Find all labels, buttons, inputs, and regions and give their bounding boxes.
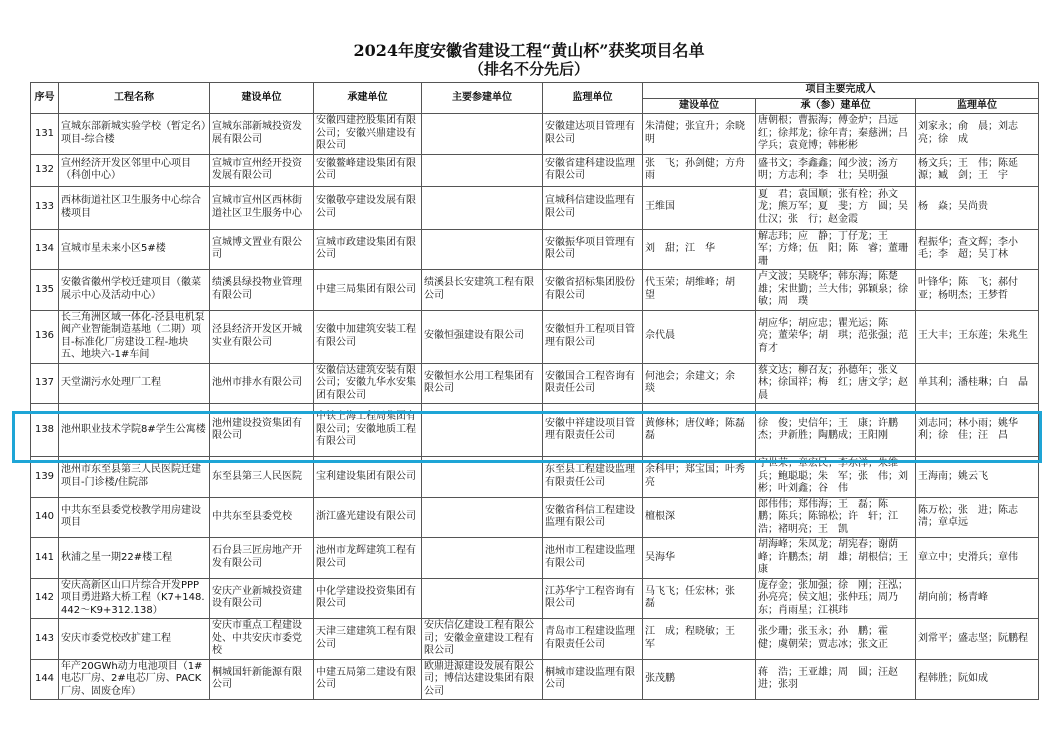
people-supervisor: 单其利；潘桂琳；白 晶 bbox=[916, 363, 1039, 404]
people-contractor: 郎伟伟；郑伟海；王 磊；陈 鹏；陈兵；陈锦松；许 轩；江 浩；褚明亮；王 凯 bbox=[756, 497, 916, 538]
people-supervisor: 杨 焱；吴尚贵 bbox=[916, 186, 1039, 229]
project-name: 宣城市星未来小区5#楼 bbox=[59, 229, 210, 270]
contractor-unit: 中铁上海工程局集团有限公司；安徽地质工程有限公司 bbox=[314, 404, 422, 457]
project-name: 安庆高新区山口片综合开发PPP项目勇进路大桥工程（K7+148.442～K9+312.138） bbox=[59, 578, 210, 619]
people-owner: 张茂鹏 bbox=[643, 659, 756, 700]
contractor-unit: 安徽信达建筑安装有限公司；安徽九华水安集团有限公司 bbox=[314, 363, 422, 404]
project-name: 宣城东部新城实验学校（暂定名）项目-综合楼 bbox=[59, 114, 210, 155]
table-row bbox=[31, 186, 1039, 229]
people-supervisor: 章立中；史滑兵；章伟 bbox=[916, 538, 1039, 579]
people-owner: 黄修林；唐仪峰；陈磊磊 bbox=[643, 404, 756, 457]
supervisor-unit: 安徽省科信工程建设监理有限公司 bbox=[543, 497, 643, 538]
people-supervisor: 王海南；姚云飞 bbox=[916, 457, 1039, 498]
header-owner: 建设单位 bbox=[210, 83, 314, 114]
owner-unit: 泾县经济开发区开城实业有限公司 bbox=[210, 310, 314, 363]
people-owner: 何池会；余建文；余 琰 bbox=[643, 363, 756, 404]
supervisor-unit: 江苏华宁工程咨询有限公司 bbox=[543, 578, 643, 619]
people-contractor: 胡海峰；朱凤龙；胡宪春；谢荫峰；许鹏杰；胡 雄；胡根信；王 康 bbox=[756, 538, 916, 579]
supervisor-unit: 桐城市建设监理有限公司 bbox=[543, 659, 643, 700]
contractor-unit: 安徽四建控股集团有限公司；安徽兴鼎建设有限公司 bbox=[314, 114, 422, 155]
row-index: 137 bbox=[31, 363, 59, 404]
document-subtitle: （排名不分先后） bbox=[468, 60, 589, 78]
people-owner: 刘 甜；江 华 bbox=[643, 229, 756, 270]
participant-unit: 欧鼎进源建设发展有限公司；博信达建设集团有限公司 bbox=[422, 659, 543, 700]
participant-unit bbox=[422, 578, 543, 619]
row-index: 136 bbox=[31, 310, 59, 363]
participant-unit: 安徽恒强建设有限公司 bbox=[422, 310, 543, 363]
project-name: 安庆市委党校改扩建工程 bbox=[59, 619, 210, 660]
header-index: 序号 bbox=[31, 83, 59, 114]
header-project: 工程名称 bbox=[59, 83, 210, 114]
participant-unit bbox=[422, 186, 543, 229]
people-contractor: 胡应华；胡应忠；瞿光运；陈 亮；董荣华；胡 琪；范张强；范育才 bbox=[756, 310, 916, 363]
owner-unit: 池州市排水有限公司 bbox=[210, 363, 314, 404]
people-owner: 余科甲；郑宝国；叶秀亮 bbox=[643, 457, 756, 498]
people-supervisor: 杨文兵；王 伟；陈延源；臧 剑；王 宇 bbox=[916, 154, 1039, 186]
supervisor-unit: 池州市工程建设监理有限公司 bbox=[543, 538, 643, 579]
project-name: 天堂湖污水处理厂工程 bbox=[59, 363, 210, 404]
people-owner: 马飞飞；任宏林；张 磊 bbox=[643, 578, 756, 619]
people-contractor: 唐朝根；曹振海；傅金炉；吕远红；徐邦龙；徐年青；秦慈洲；吕学兵；袁竟博；韩彬彬 bbox=[756, 114, 916, 155]
contractor-unit: 宣城市政建设集团有限公司 bbox=[314, 229, 422, 270]
row-index: 143 bbox=[31, 619, 59, 660]
project-name: 池州职业技术学院8#学生公寓楼 bbox=[59, 404, 210, 457]
table-row bbox=[31, 229, 1039, 270]
contractor-unit: 池州市龙辉建筑工程有限公司 bbox=[314, 538, 422, 579]
owner-unit: 宣城市宣州经开投资发展有限公司 bbox=[210, 154, 314, 186]
participant-unit: 安庆信亿建设工程有限公司；安徽金童建设工程有限公司 bbox=[422, 619, 543, 660]
project-name: 中共东至县委党校教学用房建设项目 bbox=[59, 497, 210, 538]
table-row bbox=[31, 619, 1039, 660]
contractor-unit: 中建五局第二建设有限公司 bbox=[314, 659, 422, 700]
people-supervisor: 刘常平；盛志坚；阮鹏程 bbox=[916, 619, 1039, 660]
contractor-unit: 安徽敬亭建设发展有限公司 bbox=[314, 186, 422, 229]
row-index: 135 bbox=[31, 270, 59, 311]
table-row bbox=[31, 270, 1039, 311]
people-owner: 张 飞；孙剑健；方舟雨 bbox=[643, 154, 756, 186]
header-people-contractor: 承（参）建单位 bbox=[756, 98, 916, 114]
contractor-unit: 中化学建设投资集团有限公司 bbox=[314, 578, 422, 619]
row-index: 144 bbox=[31, 659, 59, 700]
contractor-unit: 浙江盛光建设有限公司 bbox=[314, 497, 422, 538]
participant-unit: 绩溪县长安建筑工程有限公司 bbox=[422, 270, 543, 311]
project-name: 秋浦之星一期22#楼工程 bbox=[59, 538, 210, 579]
contractor-unit: 安徽鳌峰建设集团有限公司 bbox=[314, 154, 422, 186]
supervisor-unit: 青岛市工程建设监理有限责任公司 bbox=[543, 619, 643, 660]
table-row bbox=[31, 154, 1039, 186]
people-owner: 佘代晨 bbox=[643, 310, 756, 363]
supervisor-unit: 安徽建达项目管理有限公司 bbox=[543, 114, 643, 155]
row-index: 141 bbox=[31, 538, 59, 579]
project-name: 宣州经济开发区邻里中心项目（科创中心） bbox=[59, 154, 210, 186]
participant-unit: 安徽恒水公用工程集团有限公司 bbox=[422, 363, 543, 404]
owner-unit: 安庆市重点工程建设处、中共安庆市委党校 bbox=[210, 619, 314, 660]
owner-unit: 宣城市宣州区西林街道社区卫生服务中心 bbox=[210, 186, 314, 229]
document-title: 2024年度安徽省建设工程“黄山杯”获奖项目名单 bbox=[353, 41, 705, 60]
award-table bbox=[30, 82, 1039, 700]
header-people-owner: 建设单位 bbox=[643, 98, 756, 114]
table-row bbox=[31, 404, 1039, 457]
people-owner: 檀根深 bbox=[643, 497, 756, 538]
people-supervisor: 陈万松；张 进；陈志清；章卓远 bbox=[916, 497, 1039, 538]
owner-unit: 安庆产业新城投资建设有限公司 bbox=[210, 578, 314, 619]
project-name: 安徽省徽州学校迁建项目（徽菜展示中心及活动中心） bbox=[59, 270, 210, 311]
people-supervisor: 王大丰；王东莲；朱兆生 bbox=[916, 310, 1039, 363]
header-supervisor: 监理单位 bbox=[543, 83, 643, 114]
table-row bbox=[31, 538, 1039, 579]
project-name: 西林街道社区卫生服务中心综合楼项目 bbox=[59, 186, 210, 229]
people-contractor: 卢文波；吴晓华；韩东海；陈楚雄；宋世勤；兰大伟；郭颖泉；徐敏；周 璞 bbox=[756, 270, 916, 311]
owner-unit: 宣城博文置业有限公司 bbox=[210, 229, 314, 270]
row-index: 142 bbox=[31, 578, 59, 619]
participant-unit bbox=[422, 457, 543, 498]
participant-unit bbox=[422, 538, 543, 579]
people-supervisor: 程振华；查文辉；李小毛；李 超；吴丁林 bbox=[916, 229, 1039, 270]
people-owner: 朱清健；张宜升；余晓明 bbox=[643, 114, 756, 155]
row-index: 132 bbox=[31, 154, 59, 186]
contractor-unit: 安徽中加建筑安装工程有限公司 bbox=[314, 310, 422, 363]
people-contractor: 蔡文达；柳召友；孙德年；张义林；徐国祥；梅 红；唐文学；赵 晨 bbox=[756, 363, 916, 404]
contractor-unit: 宝利建设集团有限公司 bbox=[314, 457, 422, 498]
contractor-unit: 天津三建建筑工程有限公司 bbox=[314, 619, 422, 660]
row-index: 134 bbox=[31, 229, 59, 270]
participant-unit bbox=[422, 114, 543, 155]
header-people-supervisor: 监理单位 bbox=[916, 98, 1039, 114]
people-contractor: 盛书文；李鑫鑫；闻少波；汤方明；方志利；李 壮；吴明强 bbox=[756, 154, 916, 186]
supervisor-unit: 安徽中祥建设项目管理有限责任公司 bbox=[543, 404, 643, 457]
table-row bbox=[31, 578, 1039, 619]
owner-unit: 池州建设投资集团有限公司 bbox=[210, 404, 314, 457]
people-contractor: 宇世荣；章宏民；李东洋；朱维兵；鲍聪聪；朱 军；张 伟；刘 彬；叶刘鑫；谷 伟 bbox=[756, 457, 916, 498]
people-contractor: 蒋 浩；王亚雄；周 圆；汪赵进；张羽 bbox=[756, 659, 916, 700]
supervisor-unit: 安徽恒升工程项目管理有限公司 bbox=[543, 310, 643, 363]
people-contractor: 解志玮；应 静；丁仔龙；王 军；方烽；伍 阳；陈 睿；董珊珊 bbox=[756, 229, 916, 270]
project-name: 长三角洲区域一体化-泾县电机泵阀产业智能制造基地（二期）项目-标准化厂房建设工程-地块五、地块六-1#车间 bbox=[59, 310, 210, 363]
people-supervisor: 胡向前；杨青峰 bbox=[916, 578, 1039, 619]
row-index: 140 bbox=[31, 497, 59, 538]
table-row bbox=[31, 457, 1039, 498]
table-row bbox=[31, 310, 1039, 363]
people-contractor: 庞存金；张加强；徐 刚；汪泓；孙亮亮；侯文旭；张仲珏；周乃东；肖雨星；江祺玮 bbox=[756, 578, 916, 619]
table-row bbox=[31, 497, 1039, 538]
people-supervisor: 程韩胜；阮如成 bbox=[916, 659, 1039, 700]
people-supervisor: 叶锋华；陈 飞；郝付亚；杨明杰；王梦哲 bbox=[916, 270, 1039, 311]
participant-unit bbox=[422, 404, 543, 457]
supervisor-unit: 安徽省招标集团股份有限公司 bbox=[543, 270, 643, 311]
header-contractor: 承建单位 bbox=[314, 83, 422, 114]
row-index: 138 bbox=[31, 404, 59, 457]
people-owner: 吴海华 bbox=[643, 538, 756, 579]
people-owner: 代玉荣；胡维峰；胡 望 bbox=[643, 270, 756, 311]
supervisor-unit: 安徽省建科建设监理有限公司 bbox=[543, 154, 643, 186]
row-index: 139 bbox=[31, 457, 59, 498]
people-owner: 王维国 bbox=[643, 186, 756, 229]
owner-unit: 桐城国轩新能源有限公司 bbox=[210, 659, 314, 700]
project-name: 池州市东至县第三人民医院迁建项目-门诊楼/住院部 bbox=[59, 457, 210, 498]
owner-unit: 宣城东部新城投资发展有限公司 bbox=[210, 114, 314, 155]
header-participant: 主要参建单位 bbox=[422, 83, 543, 114]
people-supervisor: 刘家永；俞 晨；刘志亮；徐 成 bbox=[916, 114, 1039, 155]
row-index: 133 bbox=[31, 186, 59, 229]
people-contractor: 夏 君；袁国顺；张有栓；孙文龙；熊万军；夏 斐；方 圆；吴仕汉；张 行；赵金霞 bbox=[756, 186, 916, 229]
header-main-people: 项目主要完成人 bbox=[643, 83, 1039, 99]
supervisor-unit: 东至县工程建设监理有限责任公司 bbox=[543, 457, 643, 498]
participant-unit bbox=[422, 154, 543, 186]
owner-unit: 石台县三匠房地产开发有限公司 bbox=[210, 538, 314, 579]
owner-unit: 绩溪县绿投物业管理有限公司 bbox=[210, 270, 314, 311]
row-index: 131 bbox=[31, 114, 59, 155]
supervisor-unit: 安徽国合工程咨询有限责任公司 bbox=[543, 363, 643, 404]
supervisor-unit: 安徽振华项目管理有限公司 bbox=[543, 229, 643, 270]
table-row bbox=[31, 659, 1039, 700]
table-row bbox=[31, 363, 1039, 404]
people-contractor: 张少珊；张玉永；孙 鹏；霍 健；虞朝荣；贾志冰；张文正 bbox=[756, 619, 916, 660]
owner-unit: 中共东至县委党校 bbox=[210, 497, 314, 538]
supervisor-unit: 宣城科信建设监理有限公司 bbox=[543, 186, 643, 229]
people-owner: 江 成；程晓敏；王 军 bbox=[643, 619, 756, 660]
contractor-unit: 中建三局集团有限公司 bbox=[314, 270, 422, 311]
people-contractor: 徐 俊；史信年；王 康；许鹏杰；尹新胜；陶鹏成；王阳刚 bbox=[756, 404, 916, 457]
table-row bbox=[31, 114, 1039, 155]
people-supervisor: 刘志同；林小雨；姚华利；徐 佳；汪 昌 bbox=[916, 404, 1039, 457]
participant-unit bbox=[422, 229, 543, 270]
participant-unit bbox=[422, 497, 543, 538]
project-name: 年产20GWh动力电池项目（1#电芯厂房、2#电芯厂房、PACK厂房、固废仓库） bbox=[59, 659, 210, 700]
owner-unit: 东至县第三人民医院 bbox=[210, 457, 314, 498]
